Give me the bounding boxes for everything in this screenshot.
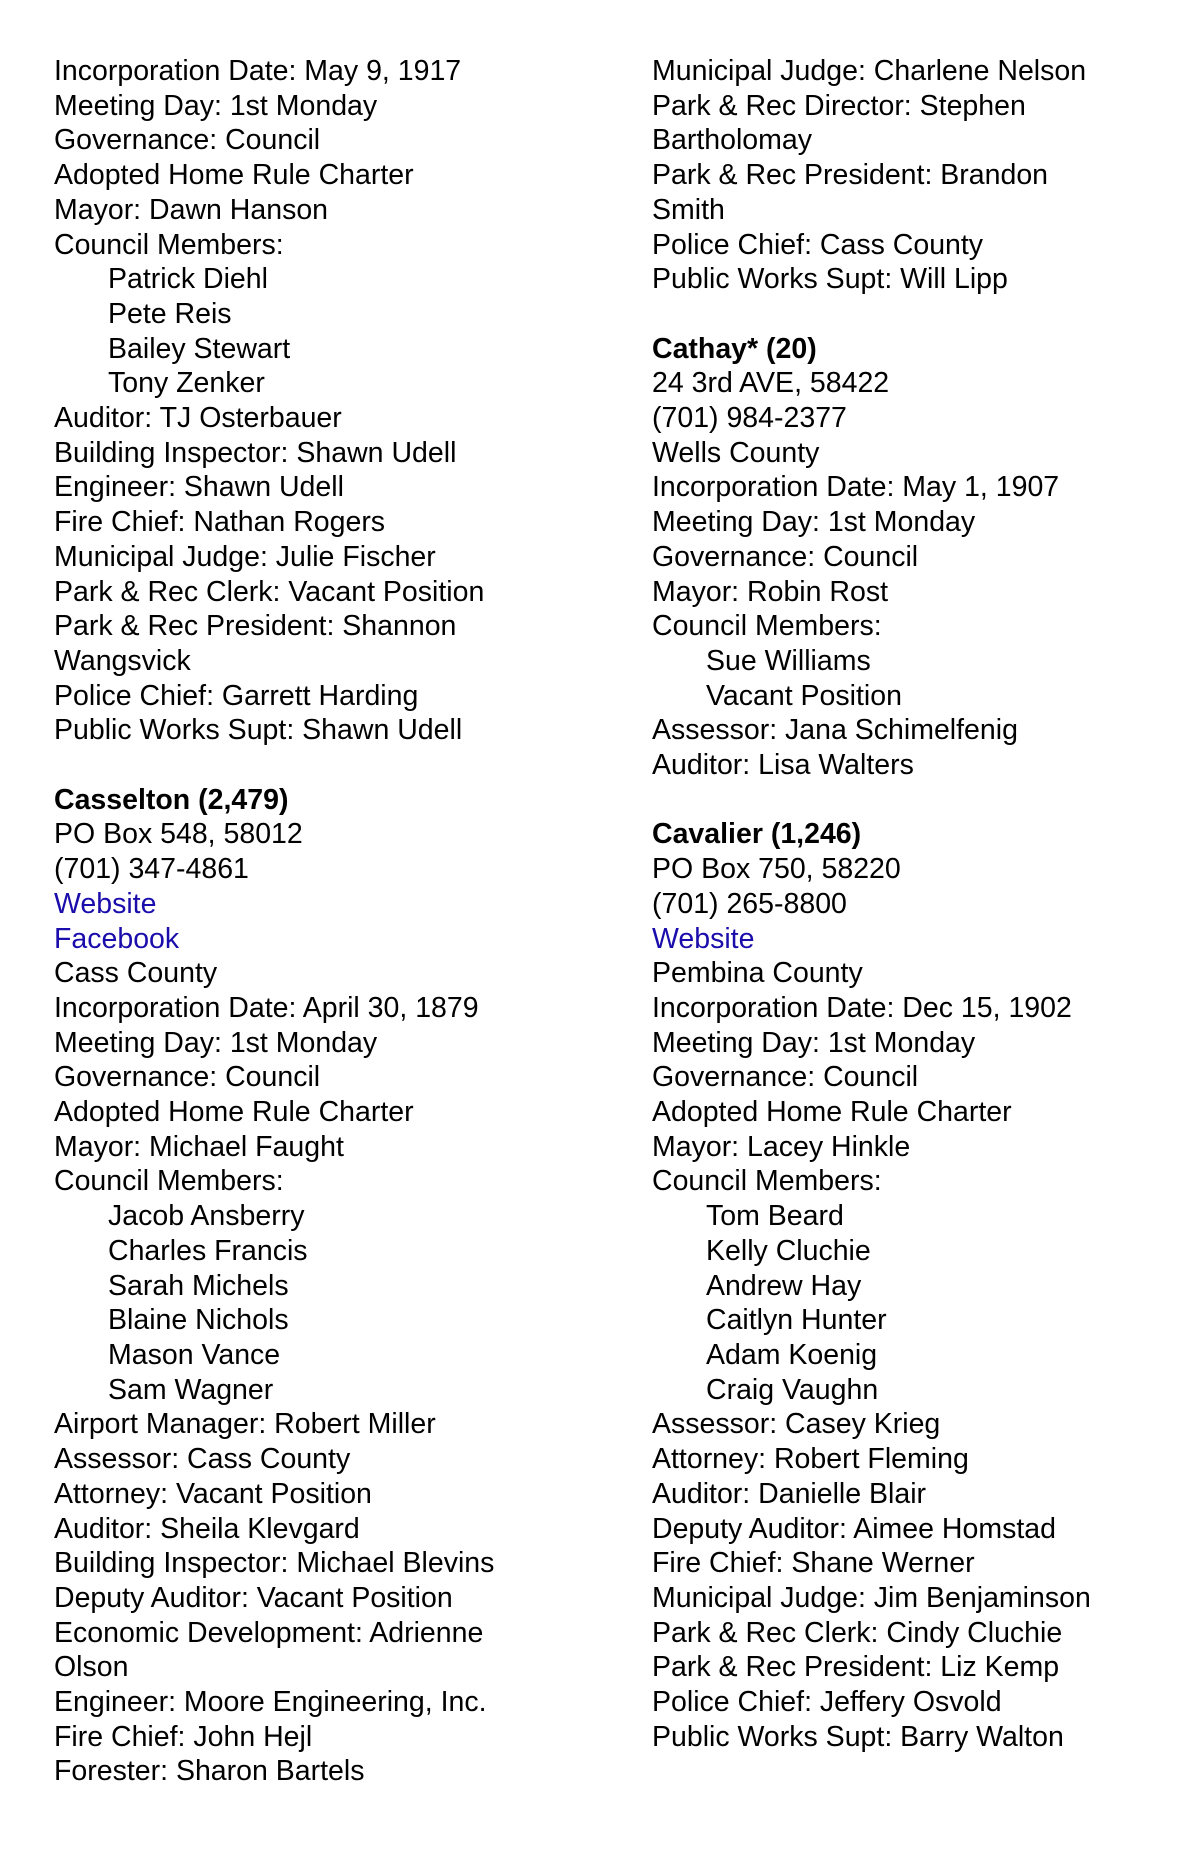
council-member: Caitlyn Hunter [706, 1304, 887, 1337]
county: Pembina County [652, 957, 863, 990]
official: Fire Chief: Shane Werner [652, 1547, 975, 1580]
official: Engineer: Moore Engineering, Inc. [54, 1686, 487, 1719]
council-member: Adam Koenig [706, 1338, 878, 1371]
city-heading: Cavalier (1,246) [652, 818, 862, 851]
address: PO Box 750, 58220 [652, 853, 901, 886]
governance: Governance: Council [652, 540, 919, 573]
official: Deputy Auditor: Vacant Position [54, 1581, 453, 1614]
council-member: Patrick Diehl [108, 263, 268, 296]
council-member: Tony Zenker [108, 367, 265, 400]
website-link[interactable]: Website [54, 887, 157, 920]
phone: (701) 347-4861 [54, 853, 249, 886]
council-member: Charles Francis [108, 1234, 308, 1267]
official: Auditor: Danielle Blair [652, 1477, 927, 1510]
official: Public Works Supt: Shawn Udell [54, 714, 463, 747]
official: Police Chief: Jeffery Osvold [652, 1686, 1002, 1719]
home-rule-charter: Adopted Home Rule Charter [652, 1096, 1012, 1129]
council-member: Kelly Cluchie [706, 1234, 871, 1267]
city-entry-cathay [652, 332, 1172, 783]
meeting-day: Meeting Day: 1st Monday [54, 89, 378, 122]
official: Auditor: Lisa Walters [652, 749, 914, 782]
official: Police Chief: Cass County [652, 228, 984, 261]
city-entry-continued [54, 54, 574, 748]
council-member: Sam Wagner [108, 1373, 274, 1406]
official: Assessor: Casey Krieg [652, 1408, 941, 1441]
official: Assessor: Jana Schimelfenig [652, 714, 1018, 747]
official: Park & Rec President: Shannon [54, 610, 457, 643]
official: Park & Rec Director: Stephen [652, 89, 1026, 122]
governance: Governance: Council [54, 124, 321, 157]
mayor: Mayor: Dawn Hanson [54, 193, 329, 226]
home-rule-charter: Adopted Home Rule Charter [54, 159, 414, 192]
council-member: Bailey Stewart [108, 332, 291, 365]
council-member: Sue Williams [706, 644, 871, 677]
facebook-link[interactable]: Facebook [54, 922, 180, 955]
website-link[interactable]: Website [652, 922, 755, 955]
official: Airport Manager: Robert Miller [54, 1408, 436, 1441]
official: Fire Chief: Nathan Rogers [54, 506, 386, 539]
official: Municipal Judge: Charlene Nelson [652, 55, 1087, 87]
mayor: Mayor: Lacey Hinkle [652, 1130, 911, 1163]
official: Park & Rec Clerk: Cindy Cluchie [652, 1616, 1063, 1649]
official: Building Inspector: Michael Blevins [54, 1547, 495, 1580]
official: Forester: Sharon Bartels [54, 1755, 365, 1788]
phone: (701) 265-8800 [652, 887, 847, 920]
official: Wangsvick [54, 644, 191, 677]
official: Municipal Judge: Jim Benjaminson [652, 1581, 1091, 1614]
incorporation-date: Incorporation Date: May 1, 1907 [652, 471, 1060, 504]
official: Park & Rec President: Liz Kemp [652, 1651, 1060, 1684]
official: Attorney: Robert Fleming [652, 1443, 969, 1476]
council-member: Craig Vaughn [706, 1373, 879, 1406]
official: Municipal Judge: Julie Fischer [54, 540, 436, 573]
official: Fire Chief: John Hejl [54, 1720, 313, 1753]
official: Public Works Supt: Barry Walton [652, 1720, 1064, 1753]
right-column [652, 54, 1172, 1754]
council-label: Council Members: [652, 610, 882, 643]
city-entry-continued [652, 54, 1172, 297]
council-member: Tom Beard [706, 1200, 844, 1233]
official: Auditor: TJ Osterbauer [54, 402, 342, 435]
council-member: Vacant Position [706, 679, 902, 712]
official: Olson [54, 1651, 129, 1684]
council-member: Pete Reis [108, 297, 232, 330]
official: Park & Rec Clerk: Vacant Position [54, 575, 485, 608]
county: Cass County [54, 957, 218, 990]
incorporation-date: Incorporation Date: May 9, 1917 [54, 55, 462, 87]
meeting-day: Meeting Day: 1st Monday [652, 1026, 976, 1059]
council-member: Sarah Michels [108, 1269, 289, 1302]
city-heading: Cathay* (20) [652, 332, 817, 365]
official: Auditor: Sheila Klevgard [54, 1512, 360, 1545]
council-member: Andrew Hay [706, 1269, 862, 1302]
spacer [652, 783, 1172, 818]
address: PO Box 548, 58012 [54, 818, 303, 851]
mayor: Mayor: Michael Faught [54, 1130, 344, 1163]
official: Economic Development: Adrienne [54, 1616, 484, 1649]
spacer [652, 297, 1172, 332]
council-label: Council Members: [54, 1165, 284, 1198]
home-rule-charter: Adopted Home Rule Charter [54, 1096, 414, 1129]
phone: (701) 984-2377 [652, 402, 847, 435]
official: Attorney: Vacant Position [54, 1477, 372, 1510]
official: Deputy Auditor: Aimee Homstad [652, 1512, 1056, 1545]
meeting-day: Meeting Day: 1st Monday [652, 506, 976, 539]
city-entry-casselton [54, 783, 574, 1789]
official: Engineer: Shawn Udell [54, 471, 344, 504]
official: Bartholomay [652, 124, 812, 157]
official: Public Works Supt: Will Lipp [652, 263, 1008, 296]
official: Assessor: Cass County [54, 1443, 351, 1476]
left-column [54, 54, 574, 1789]
council-member: Jacob Ansberry [108, 1200, 305, 1233]
official: Building Inspector: Shawn Udell [54, 436, 457, 469]
meeting-day: Meeting Day: 1st Monday [54, 1026, 378, 1059]
official: Police Chief: Garrett Harding [54, 679, 419, 712]
governance: Governance: Council [652, 1061, 919, 1094]
council-label: Council Members: [54, 228, 284, 261]
mayor: Mayor: Robin Rost [652, 575, 889, 608]
official: Park & Rec President: Brandon [652, 159, 1049, 192]
spacer [54, 748, 574, 783]
county: Wells County [652, 436, 820, 469]
address: 24 3rd AVE, 58422 [652, 367, 890, 400]
official: Smith [652, 193, 725, 226]
city-entry-cavalier [652, 817, 1172, 1754]
council-member: Blaine Nichols [108, 1304, 289, 1337]
incorporation-date: Incorporation Date: Dec 15, 1902 [652, 991, 1072, 1024]
incorporation-date: Incorporation Date: April 30, 1879 [54, 991, 479, 1024]
council-member: Mason Vance [108, 1339, 281, 1371]
city-heading: Casselton (2,479) [54, 783, 289, 816]
governance: Governance: Council [54, 1061, 321, 1094]
council-label: Council Members: [652, 1165, 882, 1198]
